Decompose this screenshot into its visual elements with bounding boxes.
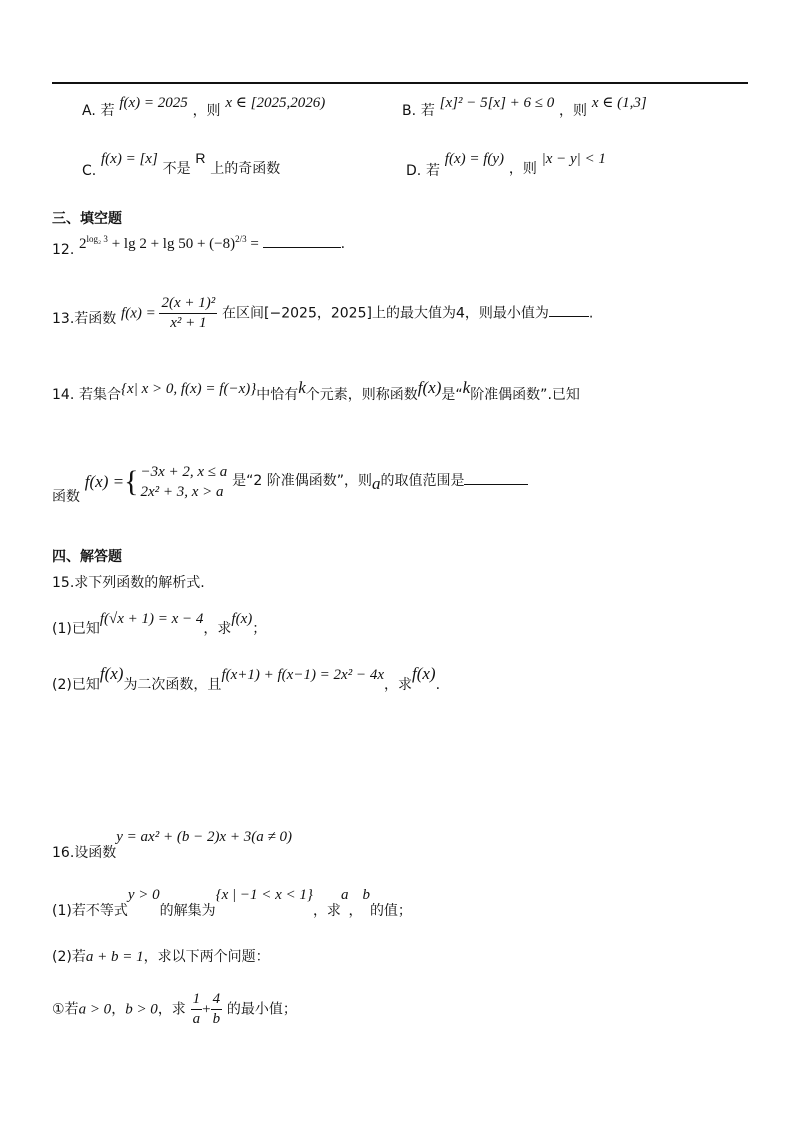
q14-k2: k <box>462 378 471 397</box>
q16-c1-end: 的最小值； <box>226 1001 297 1018</box>
q13-number: 13.若函数 <box>52 311 117 328</box>
q16-frac2-den: b <box>212 1010 221 1027</box>
q14-fx: f(x) <box>417 378 442 397</box>
q14-text-3: 个元素，则称函数 <box>305 387 418 403</box>
option-b-cond: [x]² − 5[x] + 6 ≤ 0 <box>439 95 555 111</box>
q12-equals: = <box>246 236 263 252</box>
q16-c1-pre: ①若 <box>52 1001 79 1018</box>
q16-part-2 <box>52 946 270 966</box>
q14-k: k <box>298 378 306 397</box>
q14-a: a <box>371 474 381 494</box>
q15-p2-end: . <box>435 677 441 693</box>
q16-frac1-num: 1 <box>191 990 203 1010</box>
q16-c1-plus: + <box>202 1001 211 1018</box>
q15-p2-fx2: f(x) <box>412 664 436 683</box>
question-16 <box>52 826 292 861</box>
q13-fraction <box>159 294 217 333</box>
q16-expr: y = ax² + (b − 2)x + 3(a ≠ 0) <box>116 829 292 845</box>
q13-lhs: f(x) = <box>121 305 160 322</box>
q16-c1-ask: ，求 <box>157 1001 186 1018</box>
q14-text-5: 阶准偶函数”.已知 <box>470 387 580 403</box>
q14-text-7: 是“2 阶准偶函数”，则 <box>232 473 372 490</box>
option-b-concl: x ∈ (1,3] <box>591 95 647 111</box>
option-d-label: D. <box>406 163 422 179</box>
q12-log-exponent: log₂ 3 <box>86 234 108 244</box>
option-b-pre: 若 <box>420 103 435 119</box>
section-3-title: 三、填空题 <box>52 211 122 227</box>
option-c-expr: f(x) = [x] <box>101 151 158 167</box>
q15-p1-mid: ，求 <box>203 621 232 637</box>
q14-case-2: 2x² + 3, x > a <box>140 484 224 501</box>
q12-power: 2/3 <box>235 234 247 244</box>
q16-part-1 <box>52 884 412 919</box>
q16-title: 16.设函数 <box>52 845 117 861</box>
q15-title: 15.求下列函数的解析式. <box>52 575 205 591</box>
q16-p2-pre: (2)若 <box>52 949 86 965</box>
q15-p1-end: ； <box>252 621 267 637</box>
q12-expression <box>79 236 263 252</box>
q15-p2-expr: f(x+1) + f(x−1) = 2x² − 4x <box>221 667 384 683</box>
question-14-line1 <box>52 378 580 403</box>
option-d-mid: ，则 <box>508 161 537 177</box>
option-c-text2: 上的奇函数 <box>210 161 281 177</box>
q14-cases <box>141 462 228 503</box>
q16-p2-expr: a + b = 1 <box>85 949 144 965</box>
option-a <box>82 92 326 119</box>
q14-brace: { <box>124 465 139 499</box>
q14-text-4: 是“ <box>441 387 463 403</box>
q14-case-1: −3x + 2, x ≤ a <box>140 464 228 480</box>
q16-p1-pre: (1)若不等式 <box>52 903 128 919</box>
q13-frac-den: x² + 1 <box>170 314 207 331</box>
q15-p2-pre: (2)已知 <box>52 677 100 693</box>
option-d-cond: f(x) = f(y) <box>444 151 505 167</box>
q13-text: 在区间[−2025，2025]上的最大值为4，则最小值为 <box>222 305 549 322</box>
q12-end: . <box>340 236 346 252</box>
option-d-pre: 若 <box>426 163 441 179</box>
q15-part-1 <box>52 608 267 637</box>
q16-c1-frac1 <box>191 990 203 1029</box>
option-b-label: B. <box>402 103 417 119</box>
q14-set: {x| x > 0, f(x) = f(−x)} <box>121 381 257 397</box>
q16-frac1-den: a <box>192 1010 201 1027</box>
q12-base: 2 <box>79 236 87 252</box>
q15-p1-expr: f(√x + 1) = x − 4 <box>99 611 204 627</box>
q16-frac2-num: 4 <box>211 990 223 1010</box>
q12-number: 12. <box>52 242 75 258</box>
q16-p1-set: {x | −1 < x < 1} <box>215 887 313 903</box>
q15-p1-fx: f(x) <box>231 611 253 627</box>
q15-part-2 <box>52 664 441 693</box>
option-c-text1: 不是 <box>162 161 191 177</box>
q16-p1-ask: ，求 <box>312 903 341 919</box>
option-a-concl: x ∈ [2025,2026) <box>225 95 326 111</box>
question-12 <box>52 234 346 258</box>
option-b <box>402 92 647 119</box>
q12-answer-blank[interactable] <box>263 246 341 248</box>
q16-p1-expr: y > 0 <box>127 887 160 903</box>
option-a-pre: 若 <box>100 103 115 119</box>
option-a-cond: f(x) = 2025 <box>119 95 188 111</box>
q14-text-8: 的取值范围是 <box>380 473 465 490</box>
option-d-concl: |x − y| < 1 <box>541 151 606 167</box>
q16-c1-a: a > 0 <box>78 1001 112 1018</box>
option-c-r: R <box>195 150 206 166</box>
section-4-title: 四、解答题 <box>52 549 122 565</box>
q13-end: . <box>588 305 594 322</box>
q16-c1-frac2 <box>211 990 223 1029</box>
option-a-label: A. <box>82 103 96 119</box>
q16-c1-sep: ， <box>111 1001 126 1018</box>
q14-text-1: 若集合 <box>79 387 122 403</box>
q14-piecewise-lhs: f(x) = <box>84 472 125 492</box>
option-c <box>82 148 281 179</box>
top-rule <box>52 82 748 84</box>
q14-text-2: 中恰有 <box>256 387 299 403</box>
q12-terms: + lg 2 + lg 50 + (−8) <box>107 236 236 252</box>
q13-frac-num: 2(x + 1)² <box>159 294 217 314</box>
q16-p1-a: a <box>340 887 349 903</box>
question-13 <box>52 294 593 333</box>
q14-text-6: 函数 <box>52 489 80 506</box>
q16-p1-b: b <box>362 887 370 903</box>
q15-p2-text: 为二次函数，且 <box>123 677 222 693</box>
q14-piecewise <box>85 462 228 503</box>
q16-p2-text: ，求以下两个问题： <box>143 949 270 965</box>
q16-case-1 <box>52 990 297 1029</box>
q15-p2-fx: f(x) <box>99 664 124 683</box>
q13-answer-blank[interactable] <box>549 315 589 317</box>
q16-p1-sep: ， <box>348 903 363 919</box>
q14-answer-blank[interactable] <box>464 483 528 485</box>
option-a-mid: ，则 <box>192 103 221 119</box>
option-c-label: C. <box>82 163 97 179</box>
question-14-line2 <box>52 462 528 506</box>
q14-number: 14. <box>52 387 75 403</box>
option-d <box>406 148 606 179</box>
q15-p2-mid: ，求 <box>384 677 412 693</box>
q16-p1-end: 的值； <box>369 903 412 919</box>
q16-p1-text: 的解集为 <box>159 903 216 919</box>
option-b-mid: ，则 <box>559 103 588 119</box>
q16-c1-b: b > 0 <box>125 1001 158 1018</box>
q15-p1-pre: (1)已知 <box>52 621 100 637</box>
